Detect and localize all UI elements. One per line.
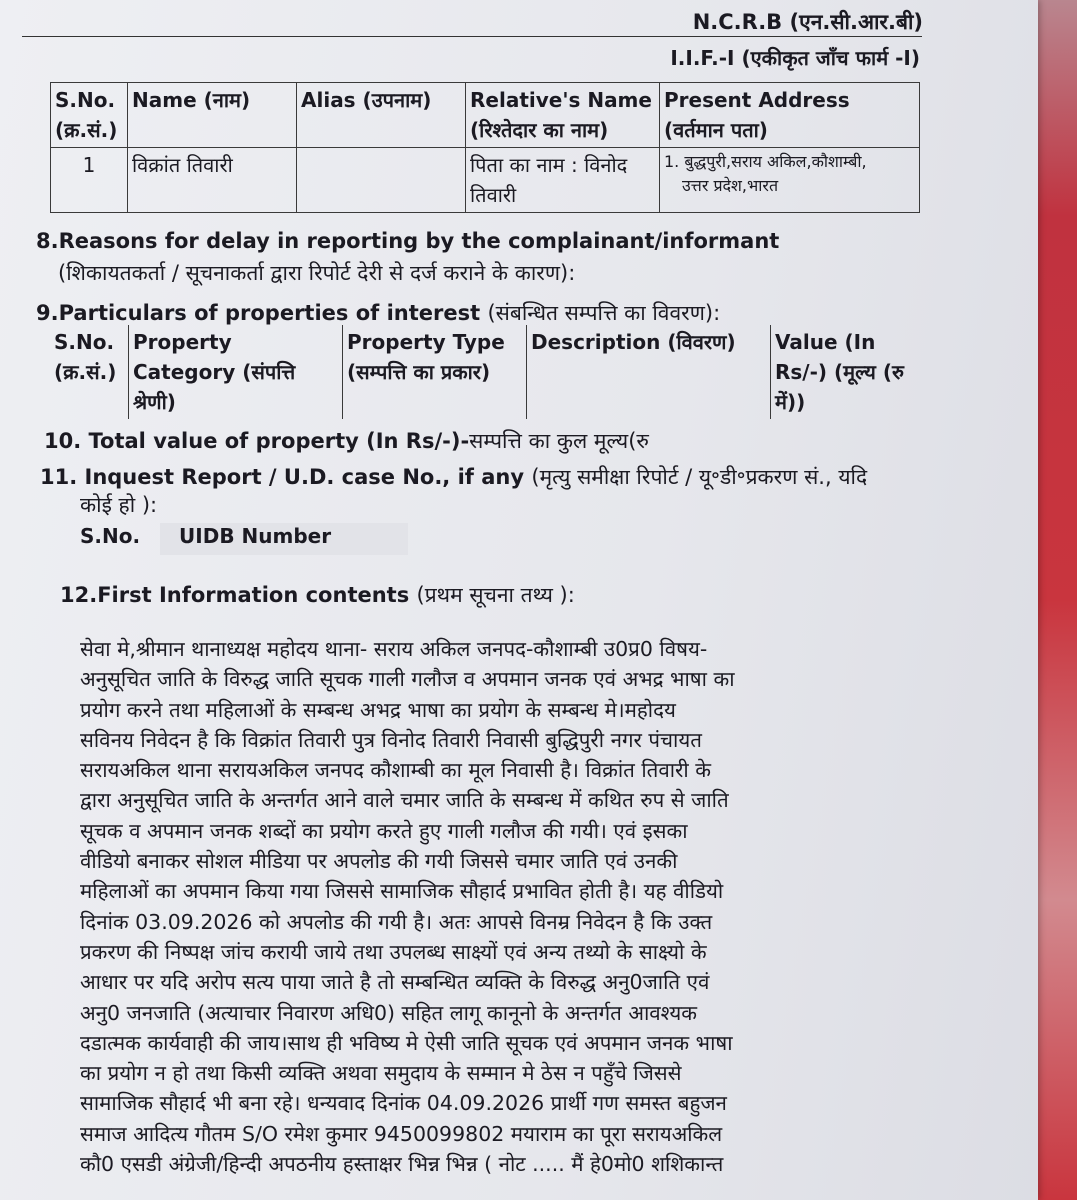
section-12-title-en: 12.First Information contents <box>60 583 410 607</box>
col-address: Present Address (वर्तमान पता) <box>660 83 920 148</box>
text-line: अनुसूचित जाति के विरुद्ध जाति सूचक गाली गलौज व अपमान जनक एवं अभद्र भाषा का <box>80 667 735 692</box>
text-line: दडात्मक कार्यवाही की जाय।साथ ही भविष्य मे ऐसी जाति सूचक एवं अपमान जनक भाषा <box>80 1030 733 1055</box>
col-sno: S.No. (क्र.सं.) <box>51 83 128 148</box>
cell-relative: पिता का नाम : विनोद तिवारी <box>466 148 660 213</box>
uidb-col-number: UIDB Number <box>179 524 332 548</box>
section-10-title <box>44 426 649 456</box>
cell-sno: 1 <box>51 148 128 213</box>
section-10-title-hi: सम्पत्ति का कुल मूल्य(रु <box>469 429 649 453</box>
text-line: सूचक व अपमान जनक शब्दों का प्रयोग करते हुए गाली गलौज की गयी। एवं इसका <box>80 818 688 843</box>
section-10-title-en: 10. Total value of property (In Rs/-)- <box>44 429 470 453</box>
text-line: का प्रयोग न हो तथा किसी व्यक्ति अथवा समुदाय के सम्मान मे ठेस न पहुँचे जिससे <box>80 1061 682 1086</box>
section-8-title: 8.Reasons for delay in reporting by the complainant/informant <box>36 229 780 253</box>
text-line: वीडियो बनाकर सोशल मीडिया पर अपलोड की गयी जिससे चमार जाति एवं उनकी <box>80 849 678 874</box>
prop-col-category: Property Category (संपत्ति श्रेणी) <box>129 325 343 419</box>
text-line: समाज आदित्य गौतम S/O रमेश कुमार 9450099802 मयाराम का पूरा सरायअकिल <box>80 1121 723 1146</box>
col-alias: Alias (उपनाम) <box>297 83 466 148</box>
cell-address <box>660 148 920 213</box>
section-12-title <box>60 580 575 610</box>
ncrb-heading: N.C.R.B (एन.सी.आर.बी) <box>692 10 923 34</box>
table-row <box>51 148 920 213</box>
text-line: सविनय निवेदन है कि विक्रांत तिवारी पुत्र विनोद तिवारी निवासी बुद्धिपुरी नगर पंचायत <box>80 727 702 752</box>
col-relative: Relative's Name (रिश्तेदार का नाम) <box>466 83 660 148</box>
property-table <box>50 325 920 419</box>
prop-col-description: Description (विवरण) <box>527 325 771 419</box>
section-12-title-hi: (प्रथम सूचना तथ्य ): <box>416 583 575 607</box>
text-line: सरायअकिल थाना सरायअकिल जनपद कौशाम्बी का मूल निवासी है। विक्रांत तिवारी के <box>80 758 712 783</box>
cell-name: विक्रांत तिवारी <box>128 148 297 213</box>
section-9-title-en: 9.Particulars of properties of interest <box>36 301 481 325</box>
section-8-subtitle: (शिकायतकर्ता / सूचनाकर्ता द्वारा रिपोर्ट देरी से दर्ज कराने के कारण): <box>58 261 576 285</box>
col-name: Name (नाम) <box>128 83 297 148</box>
section-11-title-en: 11. Inquest Report / U.D. case No., if any <box>40 465 525 489</box>
uidb-col-sno: S.No. <box>80 524 141 548</box>
uidb-header <box>80 524 363 548</box>
text-line: दिनांक 03.09.2026 को अपलोड की गयी है। अतः आपसे विनम्र निवेदन है कि उक्त <box>80 909 713 934</box>
text-line: सामाजिक सौहार्द भी बना रहे। धन्यवाद दिनांक 04.09.2026 प्रार्थी गण समस्त बहुजन <box>80 1091 727 1116</box>
section-11-title-cont: कोई हो ): <box>80 493 158 517</box>
cell-alias <box>297 148 466 213</box>
prop-col-value: Value (In Rs/-) (मूल्य (रु में)) <box>771 325 921 419</box>
text-line: प्रयोग करने तथा महिलाओं के सम्बन्ध अभद्र भाषा का प्रयोग के सम्बन्ध मे।महोदय <box>80 697 676 722</box>
section-11-title-hi: (मृत्यु समीक्षा रिपोर्ट / यू॰डी॰प्रकरण सं., यदि <box>531 465 868 489</box>
text-line: प्रकरण की निष्पक्ष जांच करायी जाये तथा उपलब्ध साक्ष्यों एवं अन्य तथ्यो के साक्ष्यो के <box>80 939 707 964</box>
iif-heading: I.I.F.-I (एकीकृत जाँच फार्म -I) <box>670 46 920 70</box>
prop-col-type: Property Type (सम्पत्ति का प्रकार) <box>343 325 527 419</box>
text-line: महिलाओं का अपमान किया गया जिससे सामाजिक सौहार्द प्रभावित होती है। यह वीडियो <box>80 879 724 904</box>
text-line: सेवा मे,श्रीमान थानाध्यक्ष महोदय थाना- सराय अकिल जनपद-कौशाम्बी उ0प्र0 विषय- <box>80 637 708 661</box>
text-line: कौ0 एसडी अंग्रेजी/हिन्दी अपठनीय हस्ताक्षर भिन्न भिन्न ( नोट ..... मैं हे0मो0 शशिकान्त <box>80 1152 724 1177</box>
first-information-text <box>80 634 980 1179</box>
section-9-title-hi: (संबन्धित सम्पत्ति का विवरण): <box>487 301 721 325</box>
address-line-2: उत्तर प्रदेश,भारत <box>682 176 779 195</box>
section-9-title <box>36 298 720 328</box>
section-11-title <box>40 462 867 492</box>
header-rule <box>22 36 922 37</box>
text-line: द्वारा अनुसूचित जाति के अन्तर्गत आने वाले चमार जाति के सम्बन्ध में कथित रुप से जाति <box>80 788 729 813</box>
address-line-1: 1. बुद्धपुरी,सराय अकिल,कौशाम्बी, <box>664 152 867 171</box>
text-line: अनु0 जनजाति (अत्याचार निवारण अधि0) सहित लागू कानूनो के अन्तर्गत आवश्यक <box>80 1000 698 1025</box>
prop-col-sno: S.No. (क्र.सं.) <box>50 325 129 419</box>
text-line: आधार पर यदि अरोप सत्य पाया जाते है तो सम्बन्धित व्यक्ति के विरुद्ध अनु0जाति एवं <box>80 970 710 995</box>
accused-table <box>50 82 920 213</box>
